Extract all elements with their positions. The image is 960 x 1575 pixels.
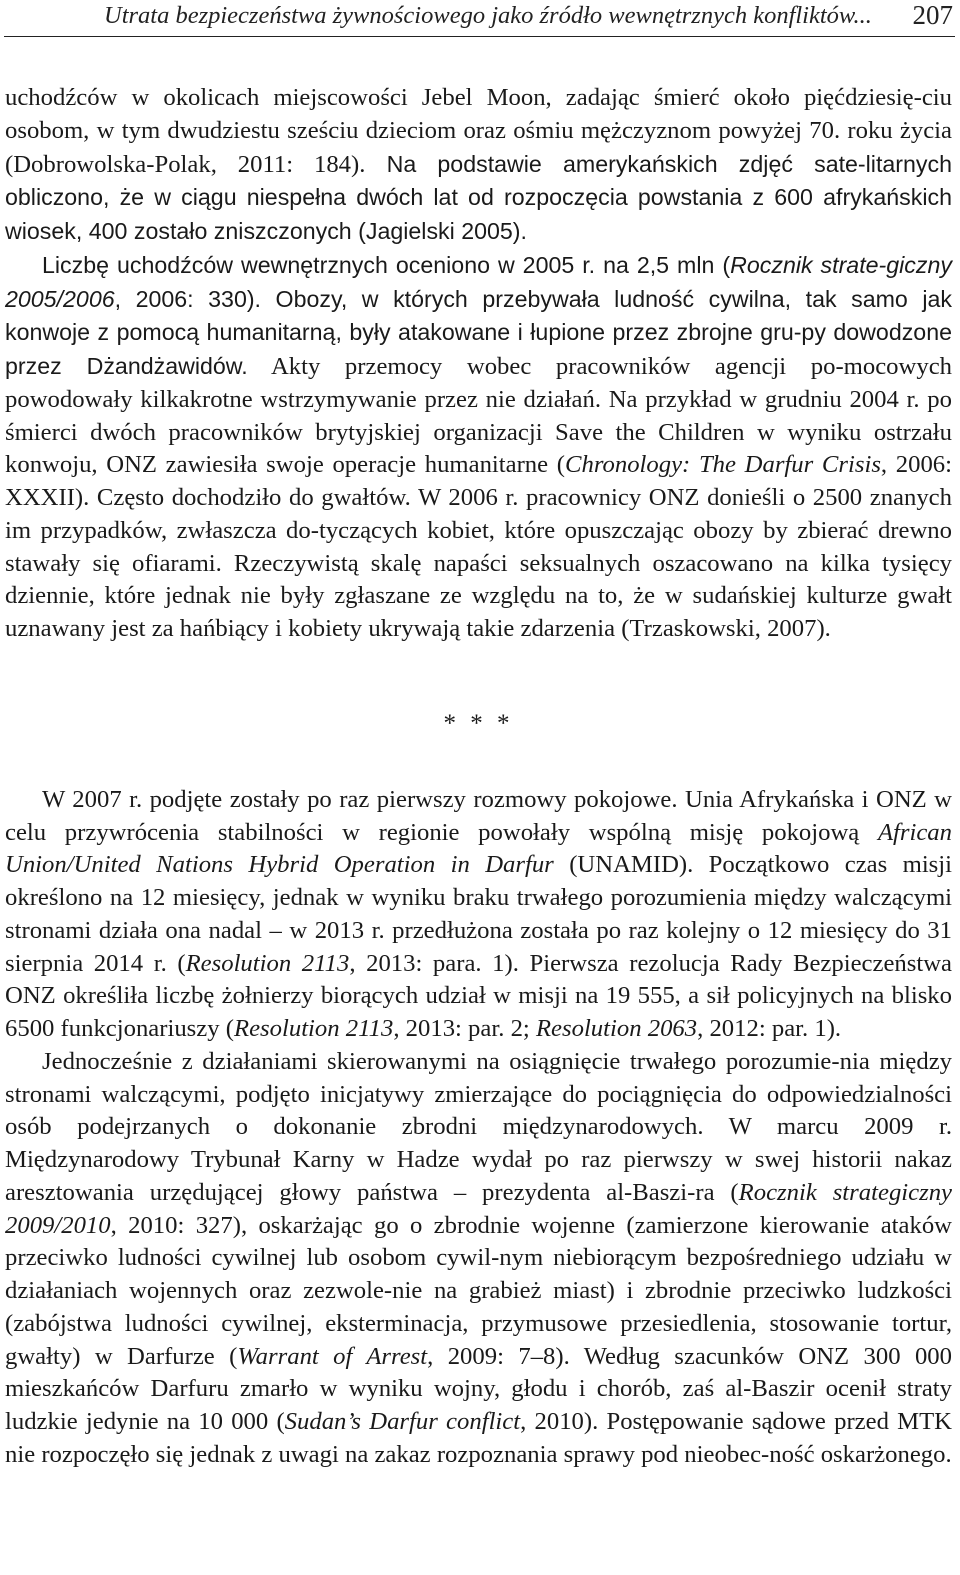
page-body — [5, 82, 952, 1472]
paragraph-2 — [5, 249, 952, 646]
citation-chronology: Chronology: The Darfur Crisis — [565, 451, 881, 479]
citation-resolution-2113-b: Resolution 2113 — [234, 1015, 394, 1042]
paragraph-1-part-2: Na podstawie amerykańskich zdjęć sate-litarnych obliczono, że w ciągu niespełna dwóch lat od rozpoczęcia powstania z 600 afrykańskich wiosek, 400 zostało zniszczonych (Jagielski 2005). — [5, 150, 952, 244]
citation-unamid: African Union/United Nations Hybrid Operation in Darfur — [5, 818, 952, 879]
section-divider: * * * — [443, 709, 514, 737]
citation-warrant-of-arrest: Warrant of Arrest — [237, 1342, 428, 1370]
paragraph-1 — [5, 82, 952, 249]
paragraph-3 — [5, 784, 952, 1046]
citation-rocznik-2009: Rocznik strategiczny 2009/2010 — [5, 1178, 953, 1239]
running-header — [4, 0, 955, 37]
paragraph-3-part-4: , 2013: par. 2; — [393, 1015, 536, 1042]
citation-sudans-darfur-conflict: Sudan’s Darfur conflict — [284, 1408, 521, 1435]
citation-resolution-2063: Resolution 2063 — [535, 1015, 698, 1042]
paragraph-2-part-5: , 2006: XXXII). Często dochodziło do gwałtów. W 2006 r. pracownicy ONZ donieśli o 2500 znanych im przypadków, zwłaszcza do-tyczących kobiet, które opuszczając obozy by zbierać drewno stawały się ofiarami. Rzeczywistą skalę napaści seksualnych oszacowano na kilka tysięcy dziennie, które jednak nie były zgłaszane ze względu na to, że w sudańskiej kulturze gwałt uznawany jest za hańbiący i kobiety ukrywają takie zdarzenia (Trzaskowski, 2007). — [5, 451, 953, 642]
running-title: Utrata bezpieczeństwa żywnościowego jako źródło wewnętrznych konfliktów... — [104, 2, 872, 29]
paragraph-2-part-2: , 2006: 330). — [114, 285, 261, 312]
paragraph-2-part-1: Liczbę uchodźców wewnętrznych oceniono w 2005 r. na 2,5 mln ( — [42, 251, 731, 278]
paragraph-4 — [5, 1046, 952, 1472]
paragraph-2-part-3: Obozy, w których przebywała ludność cywilna, tak samo jak konwoje z pomocą humanitarną, były atakowane i łupione przez zbrojne gru-py dowodzone przez Dżandżawidów. — [5, 285, 952, 379]
citation-rocznik-2005: Rocznik strate-giczny 2005/2006 — [5, 251, 952, 312]
paragraph-3-part-1: W 2007 r. podjęte zostały po raz pierwszy rozmowy pokojowe. Unia Afrykańska i ONZ w celu przywrócenia stabilności w regionie powołały wspólną misję pokojową — [5, 785, 952, 846]
paragraph-4-part-2: , 2010: 327), oskarżając go o zbrodnie wojenne (zamierzone kierowanie ataków przeciwko ludności cywilnej lub osobom cywil-nym niebiorącym bezpośredniego udziału w działaniach wojennych oraz zezwole-nie na grabież miast) i zbrodnie przeciwko ludzkości (zabójstwa ludności cywilnej, eksterminacja, przymusowe przesiedlenia, stosowanie tortur, gwałty) w Darfurze ( — [5, 1211, 952, 1370]
paragraph-3-part-2: (UNAMID). Początkowo czas misji określono na 12 miesięcy, jednak w wyniku braku trwałego porozumienia między walczącymi stronami działa ona nadal – w 2013 r. przedłużona została po raz kolejny o 12 miesięcy do 31 sierpnia 2014 r. ( — [5, 851, 953, 977]
paragraph-3-part-3: , 2013: para. 1). Pierwsza rezolucja Rady Bezpieczeństwa ONZ określiła liczbę żołnierzy biorących udział w misji na 19 555, a sił policyjnych na blisko 6500 funkcjonariuszy ( — [5, 949, 953, 1042]
paragraph-4-part-4: , 2010). Postępowanie sądowe przed MTK nie rozpoczęło się jednak z uwagi na zakaz rozpoznania sprawy pod nieobec-ność oskarżonego. — [5, 1408, 952, 1468]
paragraph-2-part-4: Akty przemocy wobec pracowników agencji po-mocowych powodowały kilkakrotne wstrzymywanie przez nie działań. Na przykład w grudniu 2004 r. po śmierci dwóch pracowników brytyjskiej organizacji Save the Children w wyniku ostrzału konwoju, ONZ zawiesiła swoje operacje humanitarne ( — [5, 353, 952, 479]
paragraph-4-part-3: , 2009: 7–8). Według szacunków ONZ 300 000 mieszkańców Darfuru zmarło w wyniku wojny, głodu i chorób, zaś al-Baszir ocenił straty ludzkie jedynie na 10 000 ( — [5, 1342, 952, 1435]
paragraph-1-part-1: uchodźców w okolicach miejscowości Jebel Moon, zadając śmierć około pięćdziesię-ciu osobom, w tym dwudziestu sześciu dzieciom oraz ośmiu mężczyznom powyżej 70. roku życia (Dobrowolska-Polak, 2011: 184). — [5, 84, 952, 178]
page-number: 207 — [912, 0, 953, 30]
paragraph-4-part-1: Jednocześnie z działaniami skierowanymi na osiągnięcie trwałego porozumie-nia między stronami walczącymi, podjęto inicjatywy zmierzające do pociągnięcia do odpowiedzialności osób podejrzanych o dokonanie zbrodni międzynarodowych. W marcu 2009 r. Międzynarodowy Trybunał Karny w Hadze wydał po raz pierwszy w swej historii nakaz aresztowania urzędującej głowy państwa – prezydenta al-Baszi-ra ( — [5, 1047, 952, 1206]
paragraph-3-part-5: , 2012: par. 1). — [697, 1015, 842, 1042]
citation-resolution-2113-a: Resolution 2113 — [185, 949, 350, 977]
